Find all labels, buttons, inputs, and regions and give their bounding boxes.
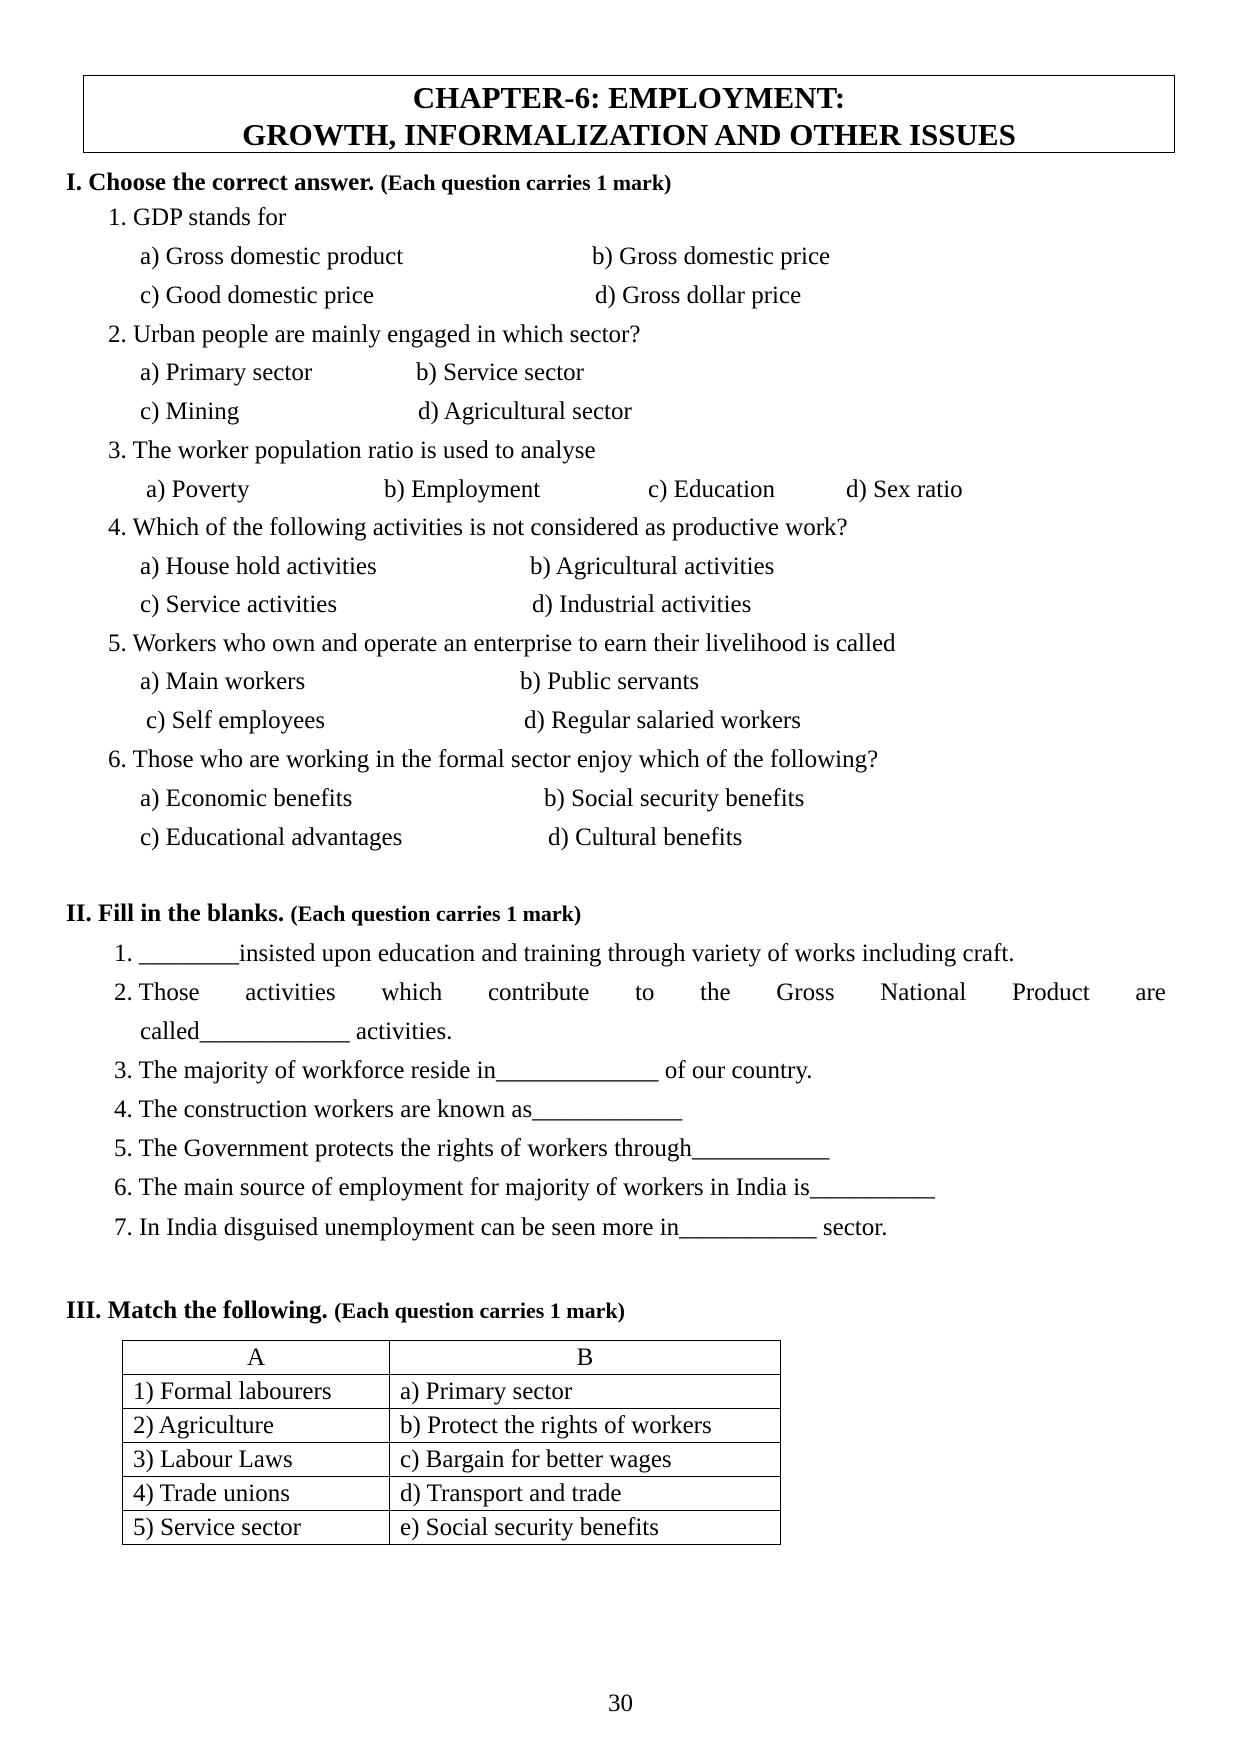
q2-word: Product [1011, 979, 1090, 1006]
mcq5-option-b: b) Public servants [520, 668, 700, 695]
chapter-title-line1: CHAPTER-6: EMPLOYMENT: [412, 80, 846, 115]
fill-blank-1: 1. ________insisted upon education and training through variety of works including craft. [114, 940, 1015, 967]
column-a-cell: 3) Labour Laws [123, 1443, 390, 1477]
column-a-cell: 4) Trade unions [123, 1477, 390, 1511]
column-a-cell: 1) Formal labourers [123, 1375, 390, 1409]
column-b-cell: c) Bargain for better wages [390, 1443, 781, 1477]
mcq2-option-b: b) Service sector [416, 359, 584, 386]
mcq4-option-b: b) Agricultural activities [530, 553, 775, 580]
mcq2-option-a: a) Primary sector [140, 359, 313, 386]
mcq4-option-c: c) Service activities [140, 591, 338, 618]
mcq2-option-d: d) Agricultural sector [418, 398, 632, 425]
q2-word: 2. Those [114, 979, 200, 1006]
column-a-cell: 2) Agriculture [123, 1409, 390, 1443]
q2-word: the [700, 979, 731, 1006]
mcq2-option-c: c) Mining [140, 398, 240, 425]
mcq3-option-a: a) Poverty [146, 476, 250, 503]
match-table [122, 1340, 781, 1545]
chapter-title-line2: GROWTH, INFORMALIZATION AND OTHER ISSUES [242, 117, 1016, 152]
table-row [123, 1443, 781, 1477]
section2-note: (Each question carries 1 mark) [290, 901, 582, 926]
mcq3-option-b: b) Employment [384, 476, 541, 503]
column-b-header: B [390, 1341, 781, 1375]
column-a-header: A [123, 1341, 390, 1375]
mcq1-option-d: d) Gross dollar price [595, 282, 802, 309]
fill-blank-2-line1 [114, 978, 1166, 1008]
mcq5-option-c: c) Self employees [146, 707, 326, 734]
section2-heading-text: II. Fill in the blanks. [66, 900, 285, 927]
mcq-question-5: 5. Workers who own and operate an enterprise to earn their livelihood is called [108, 630, 896, 657]
q2-word: to [634, 979, 655, 1006]
mcq-question-4: 4. Which of the following activities is not considered as productive work? [108, 514, 848, 541]
table-row [123, 1375, 781, 1409]
section3-note: (Each question carries 1 mark) [334, 1298, 625, 1323]
q2-word: Gross [776, 979, 835, 1006]
mcq6-option-a: a) Economic benefits [140, 785, 353, 812]
mcq5-option-d: d) Regular salaried workers [524, 707, 801, 734]
fill-blank-3: 3. The majority of workforce reside in_____________ of our country. [114, 1057, 813, 1084]
section1-note: (Each question carries 1 mark) [380, 170, 672, 195]
mcq3-option-d: d) Sex ratio [846, 476, 963, 503]
q2-word: National [880, 979, 967, 1006]
match-table-header [123, 1341, 781, 1375]
mcq6-option-c: c) Educational advantages [140, 824, 403, 851]
page-number: 30 [608, 1690, 633, 1717]
fill-blank-6: 6. The main source of employment for majority of workers in India is__________ [114, 1174, 935, 1201]
mcq-question-3: 3. The worker population ratio is used to analyse [108, 437, 596, 464]
column-b-cell: a) Primary sector [390, 1375, 781, 1409]
mcq3-option-c: c) Education [648, 476, 776, 503]
mcq4-option-d: d) Industrial activities [532, 591, 752, 618]
mcq-question-1: 1. GDP stands for [108, 204, 287, 231]
section2-heading [66, 899, 581, 929]
fill-blank-5: 5. The Government protects the rights of workers through___________ [114, 1135, 830, 1162]
q2-word: activities [245, 979, 336, 1006]
section1-heading-text: I. Choose the correct answer. [66, 169, 375, 196]
mcq6-option-b: b) Social security benefits [544, 785, 805, 812]
column-b-cell: b) Protect the rights of workers [390, 1409, 781, 1443]
mcq1-option-b: b) Gross domestic price [592, 243, 831, 270]
table-row [123, 1511, 781, 1545]
column-b-cell: e) Social security benefits [390, 1511, 781, 1545]
fill-blank-4: 4. The construction workers are known as____________ [114, 1096, 683, 1123]
table-row [123, 1409, 781, 1443]
fill-blank-2-line2: called____________ activities. [140, 1018, 453, 1045]
chapter-title-box [83, 75, 1175, 153]
section1-heading [66, 168, 671, 198]
section3-heading [66, 1296, 625, 1326]
section3-heading-text: III. Match the following. [66, 1297, 328, 1324]
fill-blank-7: 7. In India disguised unemployment can be seen more in___________ sector. [114, 1214, 888, 1241]
table-row [123, 1477, 781, 1511]
mcq1-option-c: c) Good domestic price [140, 282, 374, 309]
mcq-question-2: 2. Urban people are mainly engaged in which sector? [108, 321, 641, 348]
column-b-cell: d) Transport and trade [390, 1477, 781, 1511]
mcq1-option-a: a) Gross domestic product [140, 243, 404, 270]
mcq5-option-a: a) Main workers [140, 668, 306, 695]
mcq-question-6: 6. Those who are working in the formal sector enjoy which of the following? [108, 746, 879, 773]
q2-word: are [1135, 979, 1166, 1006]
mcq4-option-a: a) House hold activities [140, 553, 377, 580]
column-a-cell: 5) Service sector [123, 1511, 390, 1545]
q2-word: contribute [487, 979, 590, 1006]
mcq6-option-d: d) Cultural benefits [548, 824, 743, 851]
q2-word: which [381, 979, 443, 1006]
